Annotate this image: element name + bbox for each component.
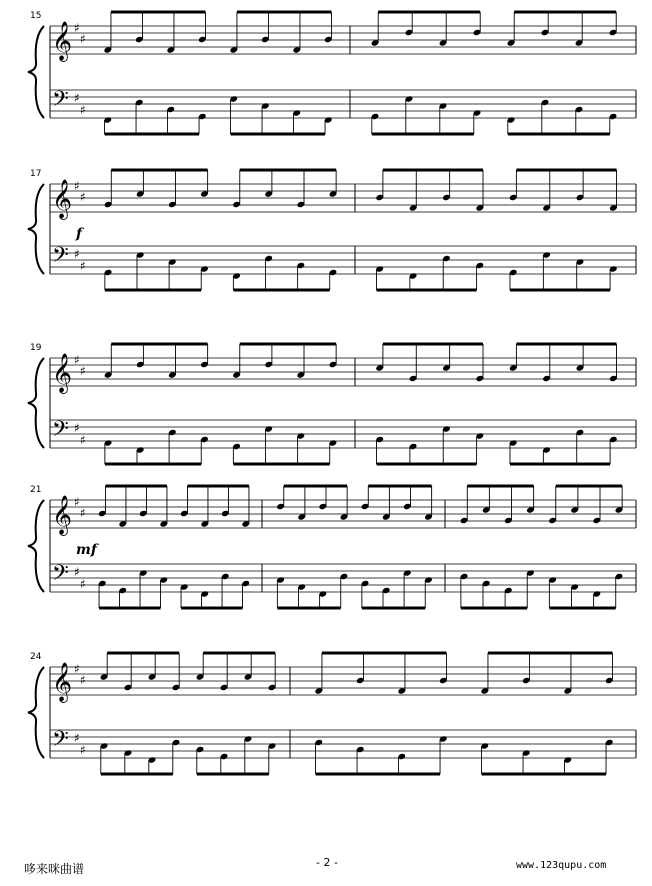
note-beam	[556, 485, 622, 488]
treble-clef-icon: 𝄞	[52, 179, 73, 219]
note-beam	[111, 343, 207, 346]
key-sharp-icon: ♯	[74, 662, 80, 676]
measure-number: 15	[30, 11, 42, 21]
key-sharp-icon: ♯	[74, 353, 80, 367]
key-sharp-icon: ♯	[80, 190, 86, 204]
note-beam	[376, 463, 476, 466]
treble-clef-icon: 𝄞	[52, 495, 73, 535]
note-beam	[316, 773, 441, 776]
note-beam	[107, 652, 179, 655]
note-beam	[488, 652, 613, 655]
bass-clef-icon: 𝄢	[52, 243, 69, 273]
note-beam	[277, 607, 340, 610]
note-beam	[101, 773, 173, 776]
grand-staff-brace	[28, 667, 44, 758]
key-sharp-icon: ♯	[74, 179, 80, 193]
bass-clef-icon: 𝄢	[52, 417, 69, 447]
note-beam	[231, 133, 325, 136]
treble-clef-icon: 𝄞	[52, 353, 73, 393]
treble-clef-icon: 𝄞	[52, 21, 73, 61]
measure-number: 17	[30, 169, 42, 179]
footer-site-name: 哆来咪曲谱	[24, 862, 85, 876]
key-sharp-icon: ♯	[80, 259, 86, 273]
bass-clef-icon: 𝄢	[52, 727, 69, 757]
note-beam	[383, 343, 483, 346]
page-number: - 2 -	[316, 856, 338, 869]
note-beam	[516, 343, 616, 346]
note-beam	[240, 169, 336, 172]
note-beam	[516, 169, 616, 172]
key-sharp-icon: ♯	[74, 495, 80, 509]
grand-staff-brace	[28, 358, 44, 448]
note-beam	[378, 11, 480, 14]
key-sharp-icon: ♯	[74, 421, 80, 435]
note-beam	[105, 289, 201, 292]
key-sharp-icon: ♯	[74, 731, 80, 745]
footer-url: www.123qupu.com	[516, 860, 607, 871]
key-sharp-icon: ♯	[80, 577, 86, 591]
note-beam	[368, 485, 431, 488]
key-sharp-icon: ♯	[80, 673, 86, 687]
note-beam	[197, 773, 269, 776]
note-beam	[111, 169, 207, 172]
measure-number: 19	[30, 343, 42, 353]
note-beam	[105, 485, 167, 488]
note-beam	[203, 652, 275, 655]
note-beam	[237, 11, 332, 14]
note-beam	[467, 485, 533, 488]
note-beam	[372, 133, 474, 136]
note-beam	[240, 343, 336, 346]
note-beam	[549, 607, 615, 610]
bass-clef-icon: 𝄢	[52, 561, 69, 591]
key-sharp-icon: ♯	[80, 433, 86, 447]
note-beam	[322, 652, 447, 655]
note-beam	[233, 463, 329, 466]
bass-clef-icon: 𝄢	[52, 87, 69, 117]
grand-staff-brace	[28, 26, 44, 118]
dynamic-marking: f	[76, 226, 83, 242]
note-beam	[105, 133, 200, 136]
note-beam	[508, 133, 610, 136]
measure-number: 21	[30, 485, 42, 495]
note-beam	[461, 607, 527, 610]
grand-staff-brace	[28, 500, 44, 592]
note-beam	[187, 485, 249, 488]
dynamic-marking: mf	[76, 542, 97, 558]
key-sharp-icon: ♯	[74, 247, 80, 261]
key-sharp-icon: ♯	[74, 21, 80, 35]
note-beam	[514, 11, 616, 14]
key-sharp-icon: ♯	[80, 103, 86, 117]
grand-staff-brace	[28, 184, 44, 274]
note-beam	[99, 607, 161, 610]
note-beam	[383, 169, 483, 172]
note-beam	[181, 607, 243, 610]
note-beam	[105, 463, 201, 466]
treble-clef-icon: 𝄞	[52, 662, 73, 702]
note-beam	[482, 773, 607, 776]
note-beam	[376, 289, 476, 292]
key-sharp-icon: ♯	[80, 364, 86, 378]
note-beam	[111, 11, 206, 14]
note-beam	[284, 485, 347, 488]
key-sharp-icon: ♯	[74, 91, 80, 105]
key-sharp-icon: ♯	[80, 743, 86, 757]
note-beam	[233, 289, 329, 292]
key-sharp-icon: ♯	[80, 32, 86, 46]
note-beam	[510, 289, 610, 292]
key-sharp-icon: ♯	[80, 506, 86, 520]
key-sharp-icon: ♯	[74, 565, 80, 579]
note-beam	[362, 607, 425, 610]
measure-number: 24	[30, 652, 42, 662]
note-beam	[510, 463, 610, 466]
